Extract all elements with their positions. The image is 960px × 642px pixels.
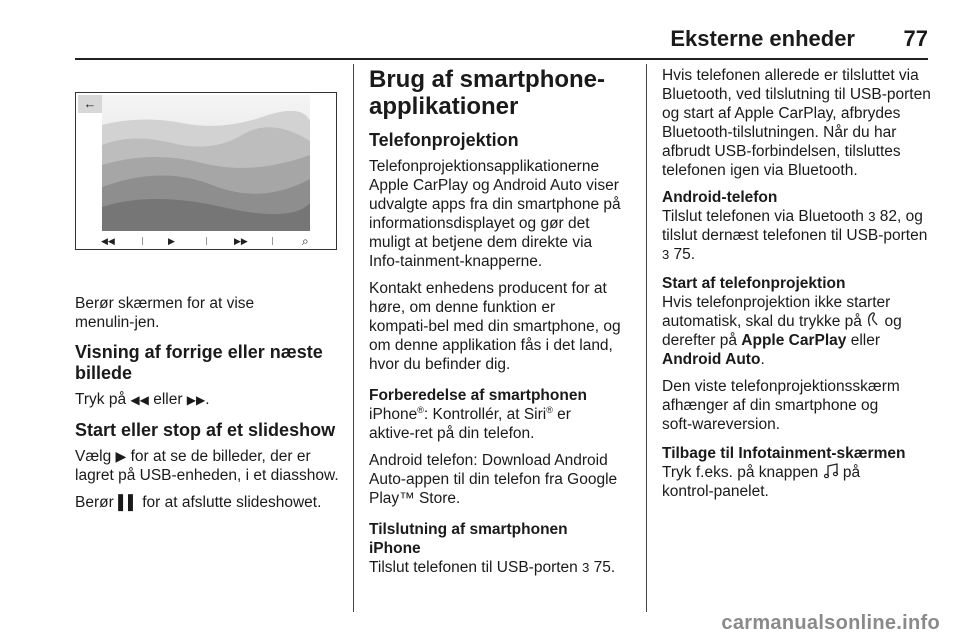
android-connect-text: Tilslut telefonen via Bluetooth 3 82, og tilslut dernæst telefonen til USB-porten 3 75. [662, 208, 928, 263]
heading-back-to-infotainment: Tilbage til Infotainment-skærmen [662, 445, 906, 462]
heading-start-projection: Start af telefonprojektion [662, 275, 846, 292]
previous-next-instruction: Tryk på ◀◀ eller ▶▶. [75, 391, 210, 408]
control-separator [206, 237, 207, 245]
heading-prepare-smartphone: Forberedelse af smartphonen [369, 387, 587, 404]
pause-icon: ▌▌ [118, 494, 138, 510]
projection-screen-note: Den viste telefonprojektionsskærm afhænger af din smartphone og soft‑wareversion. [662, 378, 900, 433]
section-title-previous-next: Visning af forrige eller næste billede [75, 342, 323, 383]
playback-control-bar [76, 233, 336, 249]
start-projection-text: Hvis telefonprojektion ikke starter automatisk, skal du trykke på og derefter på Apple CarPlay eller Android Auto. [662, 294, 902, 368]
zoom-icon[interactable]: ⌕ [302, 234, 309, 248]
page-number: 77 [903, 26, 928, 51]
page-header-title: Eksterne enheder [670, 26, 855, 51]
section-title-slideshow: Start eller stop af et slideshow [75, 420, 336, 440]
iphone-connect-text: Tilslut telefonen til USB-porten 3 75. [369, 559, 616, 576]
heading-connect-smartphone: Tilslutning af smartphonen [369, 521, 568, 538]
back-button[interactable]: ← [78, 95, 102, 113]
music-note-icon [823, 463, 839, 479]
android-download-note: Android telefon: Download Android Auto-appen til din telefon fra Google Play™ Store. [369, 452, 618, 507]
projection-intro: Telefonprojektionsapplikationerne Apple CarPlay og Android Auto viser udvalgte apps fra din smartphone på informationsdisplayet og gør det muligt at betjene dem direkte via Info‑tainment-knapperne. [369, 158, 621, 270]
play-icon: ▶ [115, 448, 127, 464]
phone-projection-icon [866, 312, 880, 328]
column-2 [369, 66, 635, 585]
rewind-icon: ◀◀ [130, 393, 149, 407]
fast-forward-icon: ▶▶ [186, 393, 206, 407]
play-icon[interactable]: ▶ [168, 236, 175, 246]
slideshow-stop-text: Berør ▌▌ for at afslutte slideshowet. [75, 494, 322, 511]
slideshow-screen-illustration [75, 92, 337, 250]
slideshow-start-text: Vælg ▶ for at se de billeder, der er lagret på USB-enheden, i et diasshow. [75, 448, 339, 484]
subsection-title-phone-projection: Telefonprojektion [369, 130, 519, 150]
rewind-icon[interactable]: ◀◀ [101, 236, 115, 246]
iphone-siri-note: iPhone®: Kontrollér, at Siri® er aktive‑ret på din telefon. [369, 404, 571, 442]
page-ref-icon: 3 [662, 247, 670, 262]
mountain-landscape-graphic [102, 95, 310, 231]
watermark: carmanualsonline.info [721, 612, 940, 634]
control-separator [142, 237, 143, 245]
column-divider-right [646, 64, 647, 612]
control-separator [272, 237, 273, 245]
page-ref-icon: 3 [868, 209, 876, 224]
column-divider-left [353, 64, 354, 612]
landscape-image [102, 95, 310, 231]
intro-text: Berør skærmen for at vise menulin‑jen. [75, 295, 255, 331]
header-rule [75, 58, 928, 60]
column-3 [662, 66, 934, 509]
column-1 [75, 294, 341, 520]
iphone-label: iPhone [369, 540, 421, 557]
bluetooth-disconnect-note: Hvis telefonen allerede er tilsluttet via Bluetooth, ved tilslutning til USB-porten og start af Apple CarPlay, afbrydes Bluetooth-tilslutningen. Når du har afbrudt USB-forbindelsen, tilsluttes telefonen igen via Bluetooth. [662, 67, 931, 179]
compatibility-note: Kontakt enhedens producent for at høre, om denne funktion er kompati‑bel med din smartphone, og om denne applikation fås i det land, hvor du befinder dig. [369, 280, 621, 373]
page-ref-icon: 3 [582, 560, 590, 575]
fast-forward-icon[interactable]: ▶▶ [234, 236, 248, 246]
back-to-infotainment-text: Tryk f.eks. på knappen på kontrol‑panelet. [662, 464, 861, 500]
android-phone-label: Android-telefon [662, 189, 778, 206]
section-title-smartphone-apps: Brug af smartphone-applikationer [369, 66, 606, 120]
